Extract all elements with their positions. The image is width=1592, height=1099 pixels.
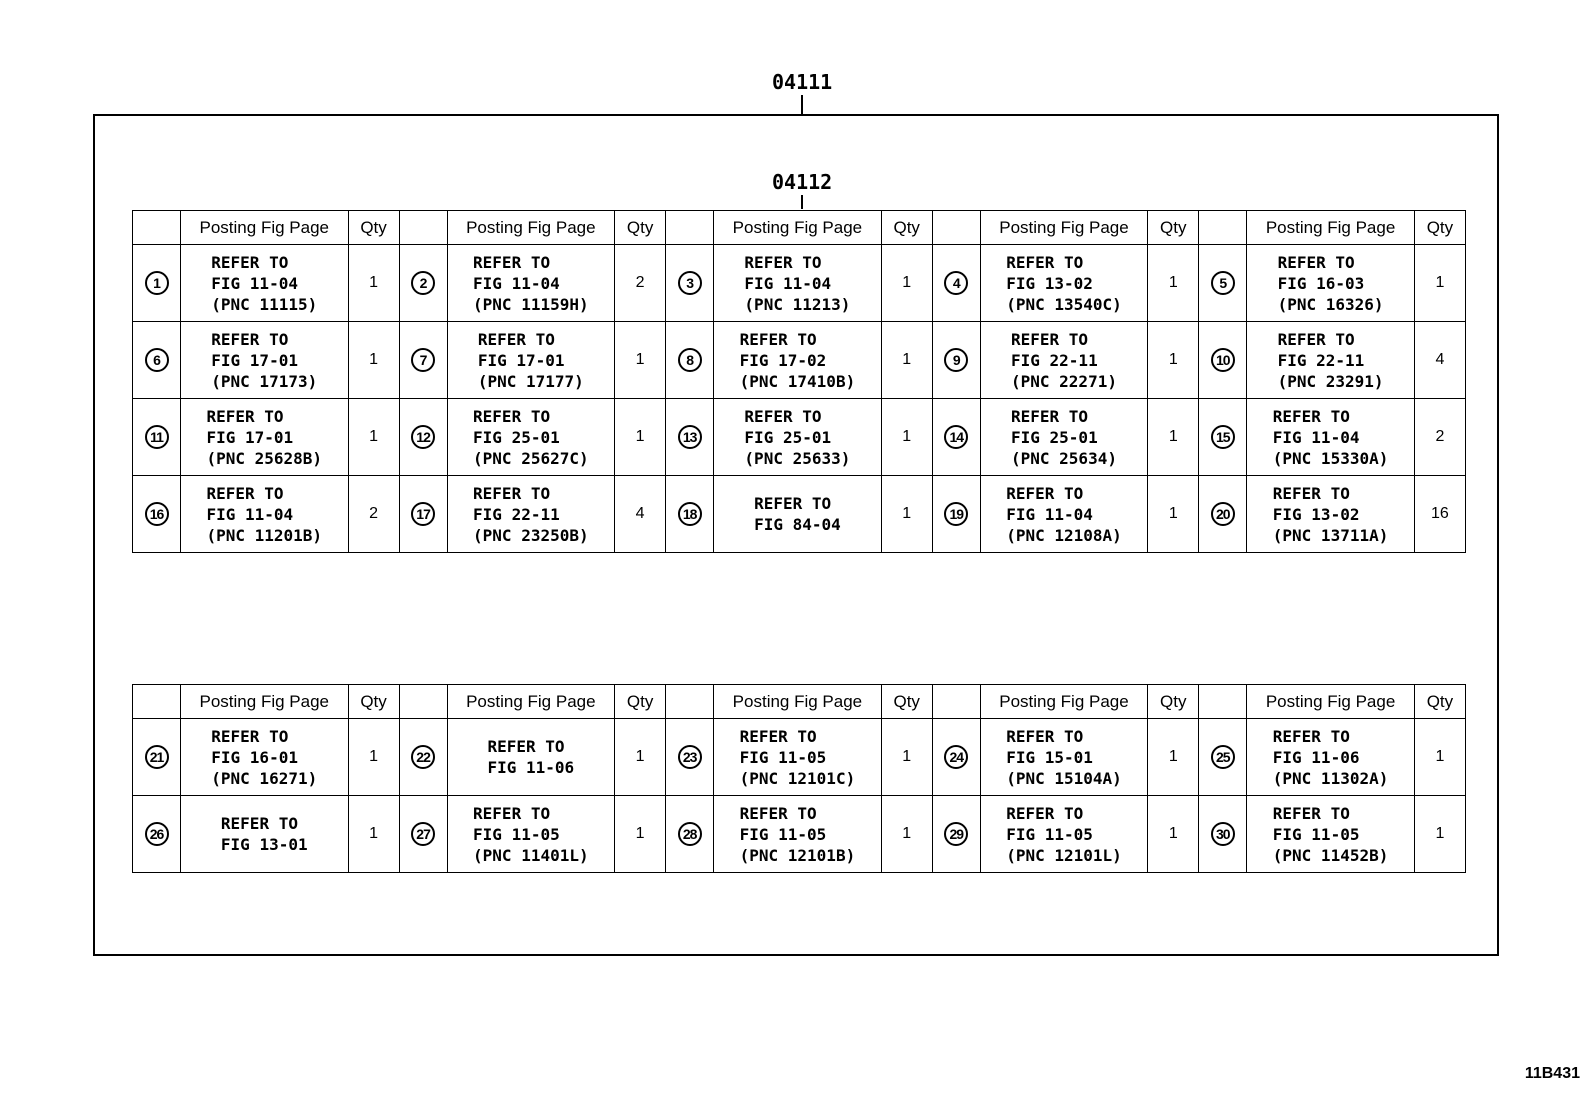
reference-line: (PNC 12101C)	[739, 768, 856, 788]
reference-text	[473, 406, 589, 469]
item-number-badge: 2	[411, 271, 435, 295]
reference-line: FIG 11-05	[473, 824, 560, 844]
item-number-badge: 16	[145, 502, 169, 526]
reference-cell	[447, 796, 615, 873]
reference-cell	[980, 796, 1148, 873]
reference-line: REFER TO	[211, 252, 289, 272]
reference-text	[206, 483, 322, 546]
item-number-cell	[399, 245, 447, 322]
reference-line: REFER TO	[739, 329, 817, 349]
reference-line: (PNC 16326)	[1277, 294, 1384, 314]
reference-line: (PNC 17177)	[477, 371, 584, 391]
reference-cell	[980, 399, 1148, 476]
header-posting-fig-page: Posting Fig Page	[181, 211, 349, 245]
header-qty: Qty	[881, 211, 932, 245]
quantity-cell: 1	[348, 719, 399, 796]
quantity-cell: 1	[615, 719, 666, 796]
reference-text	[740, 329, 856, 392]
header-number-cell	[133, 685, 181, 719]
table-row	[133, 322, 1466, 399]
item-number-cell	[932, 719, 980, 796]
reference-text	[1006, 252, 1122, 315]
reference-line: REFER TO	[1011, 406, 1089, 426]
item-number-badge: 30	[1211, 822, 1235, 846]
item-number-cell	[1199, 476, 1247, 553]
item-number-badge: 28	[678, 822, 702, 846]
reference-line: (PNC 12101L)	[1006, 845, 1122, 865]
reference-line: REFER TO	[1006, 252, 1084, 272]
quantity-cell: 1	[348, 245, 399, 322]
quantity-cell: 2	[348, 476, 399, 553]
reference-cell	[447, 719, 615, 796]
header-number-cell	[666, 211, 714, 245]
table-row	[133, 399, 1466, 476]
reference-line: (PNC 25633)	[744, 448, 851, 468]
quantity-cell: 1	[615, 322, 666, 399]
quantity-cell: 1	[1414, 796, 1465, 873]
item-number-badge: 17	[411, 502, 435, 526]
header-posting-fig-page: Posting Fig Page	[714, 211, 882, 245]
item-number-badge: 29	[944, 822, 968, 846]
reference-cell	[181, 245, 349, 322]
quantity-cell: 1	[1414, 245, 1465, 322]
reference-text	[473, 483, 589, 546]
quantity-cell: 1	[881, 399, 932, 476]
item-number-badge: 18	[678, 502, 702, 526]
group-label-04112: 04112	[772, 170, 833, 194]
reference-line: REFER TO	[1272, 803, 1350, 823]
reference-line: FIG 11-04	[1272, 427, 1360, 447]
table-header-row	[133, 211, 1466, 245]
reference-line: REFER TO	[1272, 726, 1350, 746]
reference-line: FIG 16-01	[211, 747, 298, 767]
quantity-cell: 1	[1148, 719, 1199, 796]
reference-cell	[447, 322, 615, 399]
table-header-row	[133, 685, 1466, 719]
table-row	[133, 245, 1466, 322]
header-qty: Qty	[615, 211, 666, 245]
reference-line: FIG 11-04	[211, 273, 298, 293]
reference-text	[1273, 406, 1389, 469]
reference-cell	[980, 719, 1148, 796]
reference-text	[1006, 483, 1122, 546]
reference-line: (PNC 11213)	[744, 294, 851, 314]
header-number-cell	[932, 685, 980, 719]
reference-line: FIG 13-02	[1272, 504, 1360, 524]
leader-line-04112	[801, 195, 803, 209]
item-number-cell	[399, 476, 447, 553]
header-qty: Qty	[1148, 211, 1199, 245]
reference-line: FIG 11-04	[744, 273, 832, 293]
item-number-cell	[666, 719, 714, 796]
reference-cell	[980, 245, 1148, 322]
reference-line: REFER TO	[744, 406, 822, 426]
header-qty: Qty	[881, 685, 932, 719]
item-number-cell	[133, 719, 181, 796]
reference-line: REFER TO	[1277, 329, 1355, 349]
reference-cell	[714, 245, 882, 322]
reference-line: REFER TO	[1006, 726, 1084, 746]
quantity-cell: 1	[881, 796, 932, 873]
reference-text	[744, 252, 850, 315]
reference-text	[1278, 252, 1384, 315]
header-number-cell	[399, 685, 447, 719]
reference-cell	[447, 399, 615, 476]
header-number-cell	[1199, 685, 1247, 719]
header-qty: Qty	[348, 685, 399, 719]
quantity-cell: 1	[615, 399, 666, 476]
reference-text	[754, 493, 841, 535]
reference-line: REFER TO	[473, 252, 551, 272]
item-number-cell	[932, 399, 980, 476]
reference-line: FIG 17-01	[477, 350, 565, 370]
reference-text	[740, 803, 856, 866]
quantity-cell: 1	[1148, 322, 1199, 399]
item-number-badge: 27	[411, 822, 435, 846]
reference-text	[211, 726, 317, 789]
reference-line: FIG 84-04	[754, 515, 841, 534]
reference-line: REFER TO	[473, 483, 551, 503]
item-number-cell	[133, 245, 181, 322]
reference-line: REFER TO	[739, 803, 817, 823]
reference-cell	[1247, 796, 1415, 873]
header-posting-fig-page: Posting Fig Page	[1247, 685, 1415, 719]
reference-cell	[714, 322, 882, 399]
parts-table-2	[132, 684, 1466, 873]
item-number-cell	[932, 476, 980, 553]
reference-text	[1006, 803, 1122, 866]
reference-line: REFER TO	[487, 737, 565, 756]
item-number-badge: 3	[678, 271, 702, 295]
reference-line: FIG 22-11	[1277, 350, 1365, 370]
reference-text	[211, 329, 317, 392]
reference-line: FIG 17-01	[211, 350, 298, 370]
reference-line: FIG 11-04	[473, 273, 560, 293]
reference-line: REFER TO	[211, 726, 289, 746]
header-number-cell	[932, 211, 980, 245]
item-number-badge: 14	[944, 425, 968, 449]
reference-cell	[1247, 245, 1415, 322]
reference-line: REFER TO	[206, 483, 284, 503]
reference-line: (PNC 12108A)	[1006, 525, 1122, 545]
reference-line: REFER TO	[1272, 406, 1350, 426]
header-number-cell	[133, 211, 181, 245]
item-number-badge: 1	[145, 271, 169, 295]
reference-text	[1006, 726, 1122, 789]
reference-line: REFER TO	[477, 329, 555, 349]
reference-cell	[714, 796, 882, 873]
reference-line: REFER TO	[1006, 483, 1084, 503]
reference-line: REFER TO	[1272, 483, 1350, 503]
quantity-cell: 1	[348, 322, 399, 399]
item-number-badge: 24	[944, 745, 968, 769]
reference-line: (PNC 23291)	[1277, 371, 1384, 391]
reference-line: REFER TO	[1277, 252, 1355, 272]
item-number-badge: 21	[145, 745, 169, 769]
reference-line: (PNC 11452B)	[1272, 845, 1389, 865]
reference-line: (PNC 15330A)	[1272, 448, 1389, 468]
table-row	[133, 796, 1466, 873]
item-number-badge: 26	[145, 822, 169, 846]
reference-line: FIG 17-01	[206, 427, 294, 447]
reference-line: REFER TO	[473, 406, 551, 426]
header-qty: Qty	[1414, 211, 1465, 245]
reference-line: (PNC 25627C)	[473, 448, 589, 468]
reference-line: REFER TO	[220, 814, 298, 833]
quantity-cell: 2	[1414, 399, 1465, 476]
reference-line: (PNC 11201B)	[206, 525, 323, 545]
quantity-cell: 1	[881, 322, 932, 399]
item-number-cell	[399, 796, 447, 873]
reference-cell	[447, 476, 615, 553]
quantity-cell: 1	[348, 796, 399, 873]
header-qty: Qty	[348, 211, 399, 245]
reference-text	[1273, 483, 1389, 546]
reference-text	[740, 726, 856, 789]
item-number-badge: 19	[944, 502, 968, 526]
header-qty: Qty	[1414, 685, 1465, 719]
reference-line: FIG 25-01	[744, 427, 832, 447]
header-qty: Qty	[1148, 685, 1199, 719]
quantity-cell: 1	[1148, 476, 1199, 553]
reference-line: REFER TO	[473, 803, 551, 823]
item-number-badge: 25	[1211, 745, 1235, 769]
reference-line: (PNC 12101B)	[739, 845, 856, 865]
item-number-cell	[133, 322, 181, 399]
item-number-cell	[133, 796, 181, 873]
item-number-cell	[399, 719, 447, 796]
item-number-cell	[399, 399, 447, 476]
illustration-code: 11B431	[1524, 1065, 1580, 1082]
item-number-cell	[1199, 719, 1247, 796]
quantity-cell: 1	[1148, 399, 1199, 476]
header-posting-fig-page: Posting Fig Page	[447, 211, 615, 245]
reference-text	[473, 803, 589, 866]
quantity-cell: 4	[1414, 322, 1465, 399]
reference-line: REFER TO	[206, 406, 284, 426]
reference-cell	[181, 399, 349, 476]
quantity-cell: 1	[1148, 245, 1199, 322]
reference-line: FIG 11-05	[1272, 824, 1360, 844]
item-number-cell	[1199, 796, 1247, 873]
reference-text	[744, 406, 850, 469]
item-number-cell	[1199, 245, 1247, 322]
reference-line: REFER TO	[744, 252, 822, 272]
reference-text	[1273, 726, 1389, 789]
item-number-cell	[932, 322, 980, 399]
item-number-badge: 4	[944, 271, 968, 295]
item-number-badge: 7	[411, 348, 435, 372]
item-number-cell	[133, 399, 181, 476]
reference-line: (PNC 25628B)	[206, 448, 323, 468]
reference-text	[221, 813, 308, 855]
item-number-cell	[666, 245, 714, 322]
reference-cell	[980, 476, 1148, 553]
reference-cell	[714, 476, 882, 553]
item-number-cell	[666, 796, 714, 873]
quantity-cell: 1	[881, 476, 932, 553]
item-number-cell	[133, 476, 181, 553]
reference-line: (PNC 13711A)	[1272, 525, 1389, 545]
reference-cell	[714, 399, 882, 476]
reference-cell	[181, 796, 349, 873]
item-number-badge: 13	[678, 425, 702, 449]
reference-text	[1273, 803, 1389, 866]
reference-line: REFER TO	[211, 329, 289, 349]
item-number-badge: 5	[1211, 271, 1235, 295]
reference-text	[1011, 329, 1117, 392]
reference-line: REFER TO	[739, 726, 817, 746]
reference-line: FIG 16-03	[1277, 273, 1365, 293]
header-posting-fig-page: Posting Fig Page	[980, 211, 1148, 245]
reference-line: FIG 13-01	[220, 835, 308, 854]
item-number-badge: 15	[1211, 425, 1235, 449]
reference-line: FIG 15-01	[1006, 747, 1093, 767]
item-number-cell	[932, 245, 980, 322]
reference-cell	[181, 719, 349, 796]
reference-line: REFER TO	[754, 494, 832, 513]
reference-text	[211, 252, 317, 315]
reference-line: REFER TO	[1006, 803, 1084, 823]
header-posting-fig-page: Posting Fig Page	[1247, 211, 1415, 245]
reference-line: (PNC 23250B)	[473, 525, 589, 545]
reference-line: FIG 11-04	[206, 504, 294, 524]
parts-table-1	[132, 210, 1466, 553]
reference-line: FIG 25-01	[473, 427, 560, 447]
quantity-cell: 2	[615, 245, 666, 322]
item-number-cell	[666, 322, 714, 399]
reference-cell	[1247, 399, 1415, 476]
reference-line: (PNC 17173)	[211, 371, 318, 391]
reference-line: (PNC 16271)	[211, 768, 318, 788]
item-number-badge: 12	[411, 425, 435, 449]
reference-line: FIG 17-02	[739, 350, 827, 370]
reference-text	[473, 252, 589, 315]
header-posting-fig-page: Posting Fig Page	[447, 685, 615, 719]
quantity-cell: 16	[1414, 476, 1465, 553]
quantity-cell: 1	[348, 399, 399, 476]
header-posting-fig-page: Posting Fig Page	[181, 685, 349, 719]
reference-line: (PNC 11302A)	[1272, 768, 1389, 788]
reference-line: (PNC 17410B)	[739, 371, 856, 391]
reference-line: FIG 11-06	[487, 758, 575, 777]
header-number-cell	[399, 211, 447, 245]
leader-line-04111	[801, 95, 803, 114]
reference-cell	[1247, 719, 1415, 796]
item-number-cell	[932, 796, 980, 873]
quantity-cell: 4	[615, 476, 666, 553]
reference-line: FIG 11-05	[739, 747, 827, 767]
header-posting-fig-page: Posting Fig Page	[714, 685, 882, 719]
quantity-cell: 1	[615, 796, 666, 873]
item-number-badge: 9	[944, 348, 968, 372]
assembly-label-04111: 04111	[772, 70, 833, 94]
item-number-badge: 22	[411, 745, 435, 769]
header-number-cell	[1199, 211, 1247, 245]
reference-line: (PNC 13540C)	[1006, 294, 1122, 314]
reference-cell	[714, 719, 882, 796]
reference-line: FIG 25-01	[1011, 427, 1098, 447]
reference-text	[487, 736, 574, 778]
reference-line: (PNC 25634)	[1011, 448, 1117, 468]
reference-cell	[980, 322, 1148, 399]
item-number-badge: 10	[1211, 348, 1235, 372]
reference-text	[206, 406, 322, 469]
item-number-cell	[1199, 399, 1247, 476]
reference-line: FIG 11-05	[739, 824, 827, 844]
reference-cell	[447, 245, 615, 322]
quantity-cell: 1	[881, 719, 932, 796]
header-qty: Qty	[615, 685, 666, 719]
reference-text	[1278, 329, 1384, 392]
item-number-badge: 8	[678, 348, 702, 372]
quantity-cell: 1	[1148, 796, 1199, 873]
reference-line: FIG 11-05	[1006, 824, 1093, 844]
item-number-badge: 11	[145, 425, 169, 449]
item-number-badge: 20	[1211, 502, 1235, 526]
quantity-cell: 1	[881, 245, 932, 322]
table-row	[133, 719, 1466, 796]
header-posting-fig-page: Posting Fig Page	[980, 685, 1148, 719]
reference-line: (PNC 11159H)	[473, 294, 589, 314]
reference-cell	[181, 476, 349, 553]
reference-line: FIG 22-11	[473, 504, 560, 524]
reference-cell	[1247, 322, 1415, 399]
table-row	[133, 476, 1466, 553]
reference-line: FIG 22-11	[1011, 350, 1098, 370]
reference-text	[1011, 406, 1117, 469]
item-number-cell	[1199, 322, 1247, 399]
quantity-cell: 1	[1414, 719, 1465, 796]
reference-line: FIG 11-06	[1272, 747, 1360, 767]
reference-line: (PNC 15104A)	[1006, 768, 1122, 788]
item-number-badge: 23	[678, 745, 702, 769]
reference-line: (PNC 22271)	[1011, 371, 1117, 391]
reference-line: REFER TO	[1011, 329, 1089, 349]
item-number-badge: 6	[145, 348, 169, 372]
reference-line: (PNC 11115)	[211, 294, 318, 314]
reference-text	[478, 329, 584, 392]
reference-line: FIG 11-04	[1006, 504, 1093, 524]
header-number-cell	[666, 685, 714, 719]
item-number-cell	[399, 322, 447, 399]
reference-line: FIG 13-02	[1006, 273, 1093, 293]
reference-cell	[1247, 476, 1415, 553]
reference-line: (PNC 11401L)	[473, 845, 589, 865]
item-number-cell	[666, 476, 714, 553]
item-number-cell	[666, 399, 714, 476]
reference-cell	[181, 322, 349, 399]
